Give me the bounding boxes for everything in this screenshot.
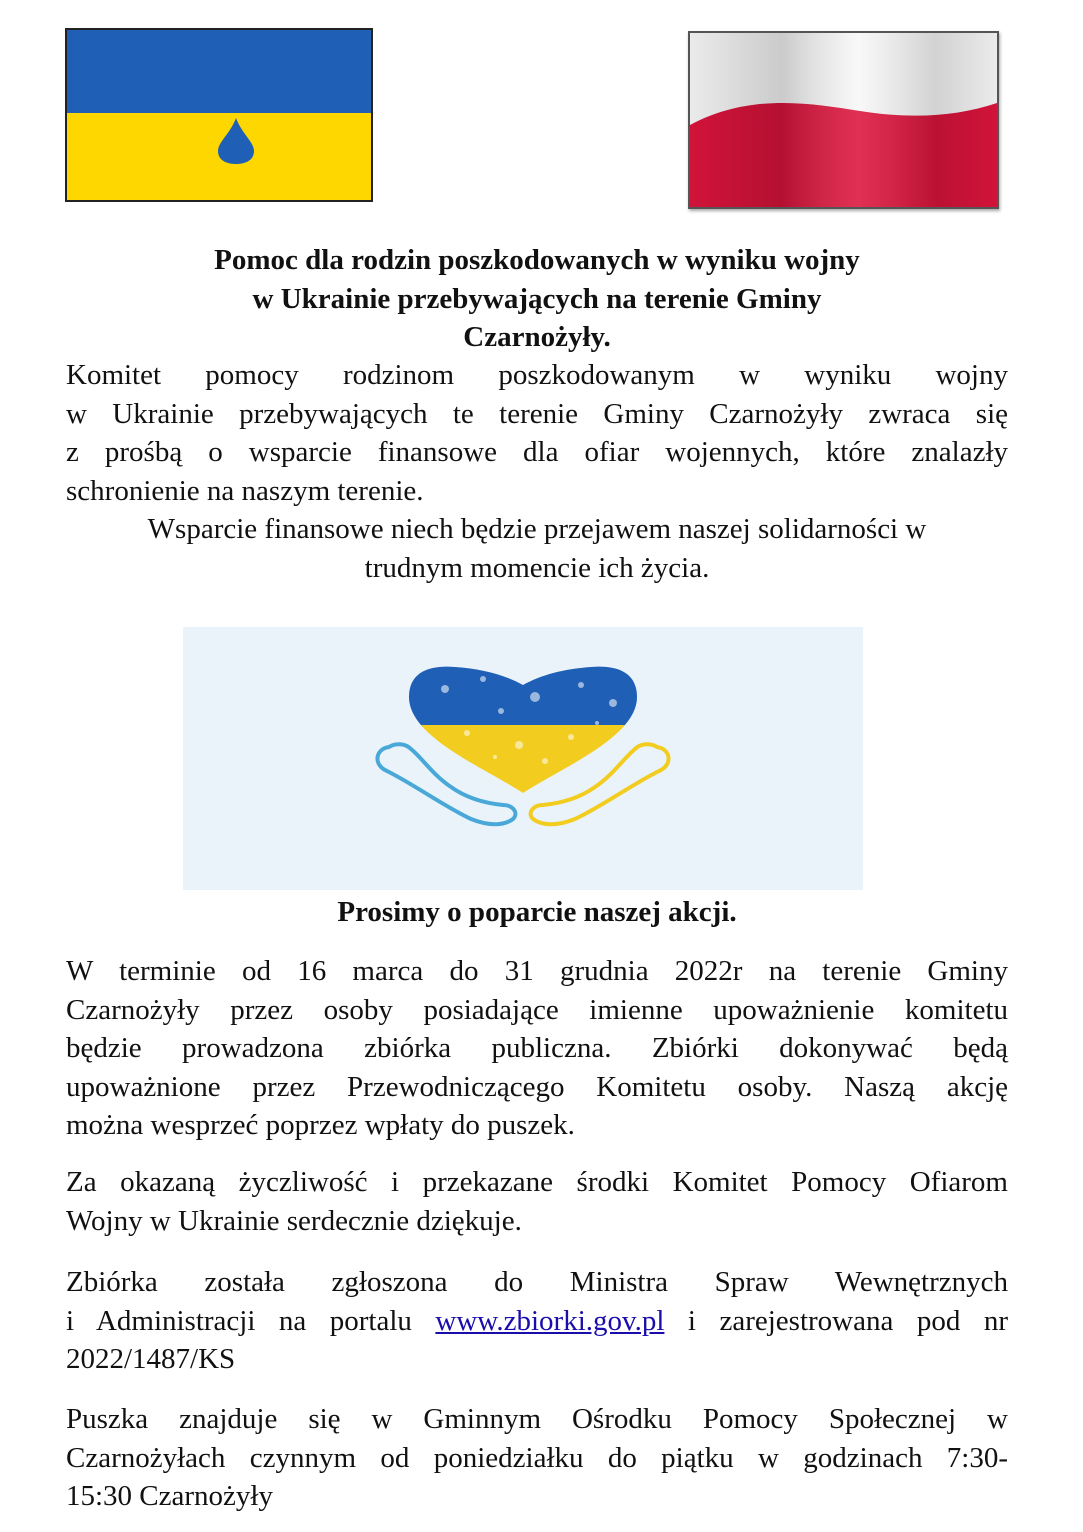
paragraph-line: Czarnożyły przez osoby posiadające imienne upoważnienie komitetu	[66, 993, 1008, 1026]
box-location-paragraph	[66, 1400, 1008, 1516]
poland-flag-graphic	[690, 33, 997, 207]
paragraph-line: W terminie od 16 marca do 31 grudnia 2022r na terenie Gminy	[66, 955, 1008, 987]
zbiorki-portal-link[interactable]: www.zbiorki.gov.pl	[435, 1304, 665, 1337]
ukraine-flag-graphic	[67, 30, 371, 200]
paragraph-line: schronienie na naszym terenie.	[66, 474, 424, 507]
paragraph-line: Wojny w Ukrainie serdecznie dziękuje.	[66, 1204, 522, 1237]
paragraph-line: Wsparcie finansowe niech będzie przejawem naszej solidarności w	[147, 513, 927, 545]
heart-yellow-half	[403, 725, 643, 800]
paragraph-line: Za okazaną życzliwość i przekazane środki Komitet Pomocy Ofiarom	[66, 1166, 1008, 1198]
paragraph-line: trudnym momencie ich życia.	[364, 551, 710, 584]
support-paragraph	[66, 510, 1008, 587]
ukraine-flag-image	[65, 28, 373, 202]
registration-paragraph	[66, 1263, 1008, 1379]
registration-text: i zarejestrowana pod nr	[664, 1304, 1008, 1337]
page-title	[66, 241, 1008, 357]
registration-number: 2022/1487/KS	[66, 1343, 236, 1376]
flag-wave-shading	[690, 33, 997, 207]
appeal-heading: Prosimy o poparcie naszej akcji.	[337, 896, 737, 928]
paragraph-line: upoważnione przez Przewodniczącego Komitetu osoby. Naszą akcję	[66, 1070, 1008, 1103]
title-line: Czarnożyły.	[463, 321, 611, 353]
heart-hands-graphic	[183, 627, 863, 890]
registration-text: i Administracji na portalu	[66, 1304, 436, 1337]
paragraph-line	[66, 1302, 1008, 1341]
poland-flag-image	[688, 31, 999, 209]
paragraph-line: Komitet pomocy rodzinom poszkodowanym w wyniku wojny	[66, 359, 1008, 391]
ukraine-flag-yellow-stripe	[67, 113, 371, 200]
paragraph-line: będzie prowadzona zbiórka publiczna. Zbiórki dokonywać będą	[66, 1032, 1008, 1065]
ukraine-flag-blue-stripe	[67, 30, 371, 113]
paragraph-line: z prośbą o wsparcie finansowe dla ofiar wojennych, które znalazły	[66, 436, 1008, 469]
paragraph-line: 15:30 Czarnożyły	[66, 1480, 273, 1513]
paragraph-line: Czarnożyłach czynnym od poniedziałku do piątku w godzinach 7:30-	[66, 1441, 1008, 1474]
intro-paragraph	[66, 356, 1008, 510]
thanks-paragraph	[66, 1163, 1008, 1240]
paragraph-line: Zbiórka została zgłoszona do Ministra Spraw Wewnętrznych	[66, 1266, 1008, 1298]
title-line: Pomoc dla rodzin poszkodowanych w wyniku wojny	[214, 244, 860, 276]
heart-blue-half	[403, 657, 643, 727]
paragraph-line: można wesprzeć poprzez wpłaty do puszek.	[66, 1109, 575, 1142]
title-line: w Ukrainie przebywających na terenie Gminy	[252, 282, 822, 315]
heart-hands-illustration	[183, 627, 863, 890]
paragraph-line: w Ukrainie przebywających te terenie Gminy Czarnożyły zwraca się	[66, 397, 1008, 430]
paragraph-line: Puszka znajduje się w Gminnym Ośrodku Pomocy Społecznej w	[66, 1403, 1008, 1435]
collection-paragraph	[66, 952, 1008, 1145]
